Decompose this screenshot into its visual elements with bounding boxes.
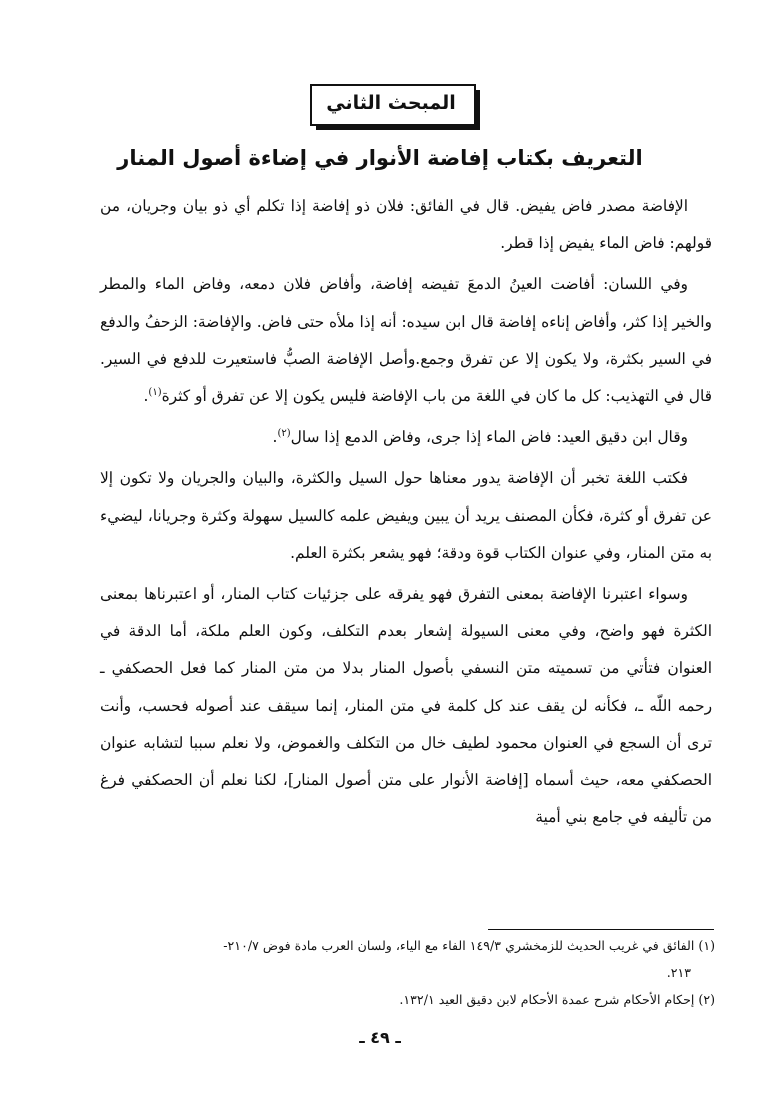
paragraph-3 <box>100 419 712 456</box>
paragraph-2 <box>100 266 712 415</box>
paragraph-4: فكتب اللغة تخبر أن الإفاضة يدور معناها حول السيل والكثرة، والبيان والجريان ولا تكون إلا عن تفرق أو كثرة، فكأن المصنف يريد أن يبين ويفيض علمه كالسيل سهولة وكثرة وجريانا، ليضيء به متن المنار، وفي عنوان الكتاب قوة ودقة؛ فهو يشعر بكثرة العلم. <box>100 469 712 562</box>
section-label: المبحث الثاني <box>326 92 456 114</box>
paragraph-3-text: وقال ابن دقيق العيد: فاض الماء إذا جرى، وفاض الدمع إذا سال <box>290 428 688 447</box>
paragraph-3-end: . <box>272 428 278 447</box>
section-heading-box <box>310 84 485 134</box>
body-text <box>100 188 712 840</box>
paragraph-5: وسواء اعتبرنا الإفاضة بمعنى التفرق فهو يفرقه على جزئيات كتاب المنار، أو اعتبرناها بمعنى الكثرة فهو واضح، وفي معنى السيولة إشعار بعدم التكلف، وكون العلم ملكة، أما الدقة في العنوان فتأتي من تسميته متن النسفي بأصول المنار بدلا من متن المنار كما فعل الحصكفي ـ رحمه اللّه ـ، فكأنه لن يقف عند كل كلمة في متن المنار، إنما سيقف عند أصوله فحسب، وأنت ترى أن السجع في العنوان محمود لطيف خال من التكلف والغموض، ولا نعلم سببا لتشابه عنوان الحصكفي معه، حيث أسماه [إفاضة الأنوار على متن أصول المنار]، لكنا نعلم أن الحصكفي فرغ من تأليفه في جامع بني أمية <box>100 585 712 827</box>
footnote-divider <box>488 929 714 930</box>
footnote-marker-2: (٢) <box>277 428 291 440</box>
paragraph-2-end: . <box>143 387 149 406</box>
paragraph-2-text: وفي اللسان: أفاضت العينُ الدمعَ تفيضه إفاضة، وأفاض فلان دمعه، وفاض الماء والمطر والخير إذا كثر، وأفاض إناءه إفاضة قال ابن سيده: أنه إذا ملأه حتى فاض. والإفاضة: الزحفُ والدفع في السير بكثرة، ولا يكون إلا عن تفرق وجمع.وأصل الإفاضة الصبُّ فاستعيرت للدفع في السير. قال في التهذيب: كل ما كان في اللغة من باب الإفاضة فليس يكون إلا عن تفرق أو كثرة <box>100 275 712 406</box>
footnote-1-continuation: ٢١٣. <box>666 965 691 980</box>
footnote-2: (٢) إحكام الأحكام شرح عمدة الأحكام لابن دقيق العيد ١٣٢/١. <box>399 992 715 1007</box>
footnote-1: (١) الفائق في غريب الحديث للزمخشري ١٤٩/٣ الفاء مع الياء، ولسان العرب مادة فوض ٢١٠/٧- <box>223 938 715 953</box>
paragraph-1: الإفاضة مصدر فاض يفيض. قال في الفائق: فلان ذو إفاضة إذا تكلم أي ذو بيان وجريان، من قولهم: فاض الماء يفيض إذا قطر. <box>100 197 712 253</box>
footnotes <box>95 932 715 1013</box>
page-number: ـ ٤٩ ـ <box>359 1028 401 1047</box>
page-title: التعريف بكتاب إفاضة الأنوار في إضاءة أصول المنار <box>117 146 643 170</box>
footnote-marker-1: (١) <box>148 386 162 398</box>
